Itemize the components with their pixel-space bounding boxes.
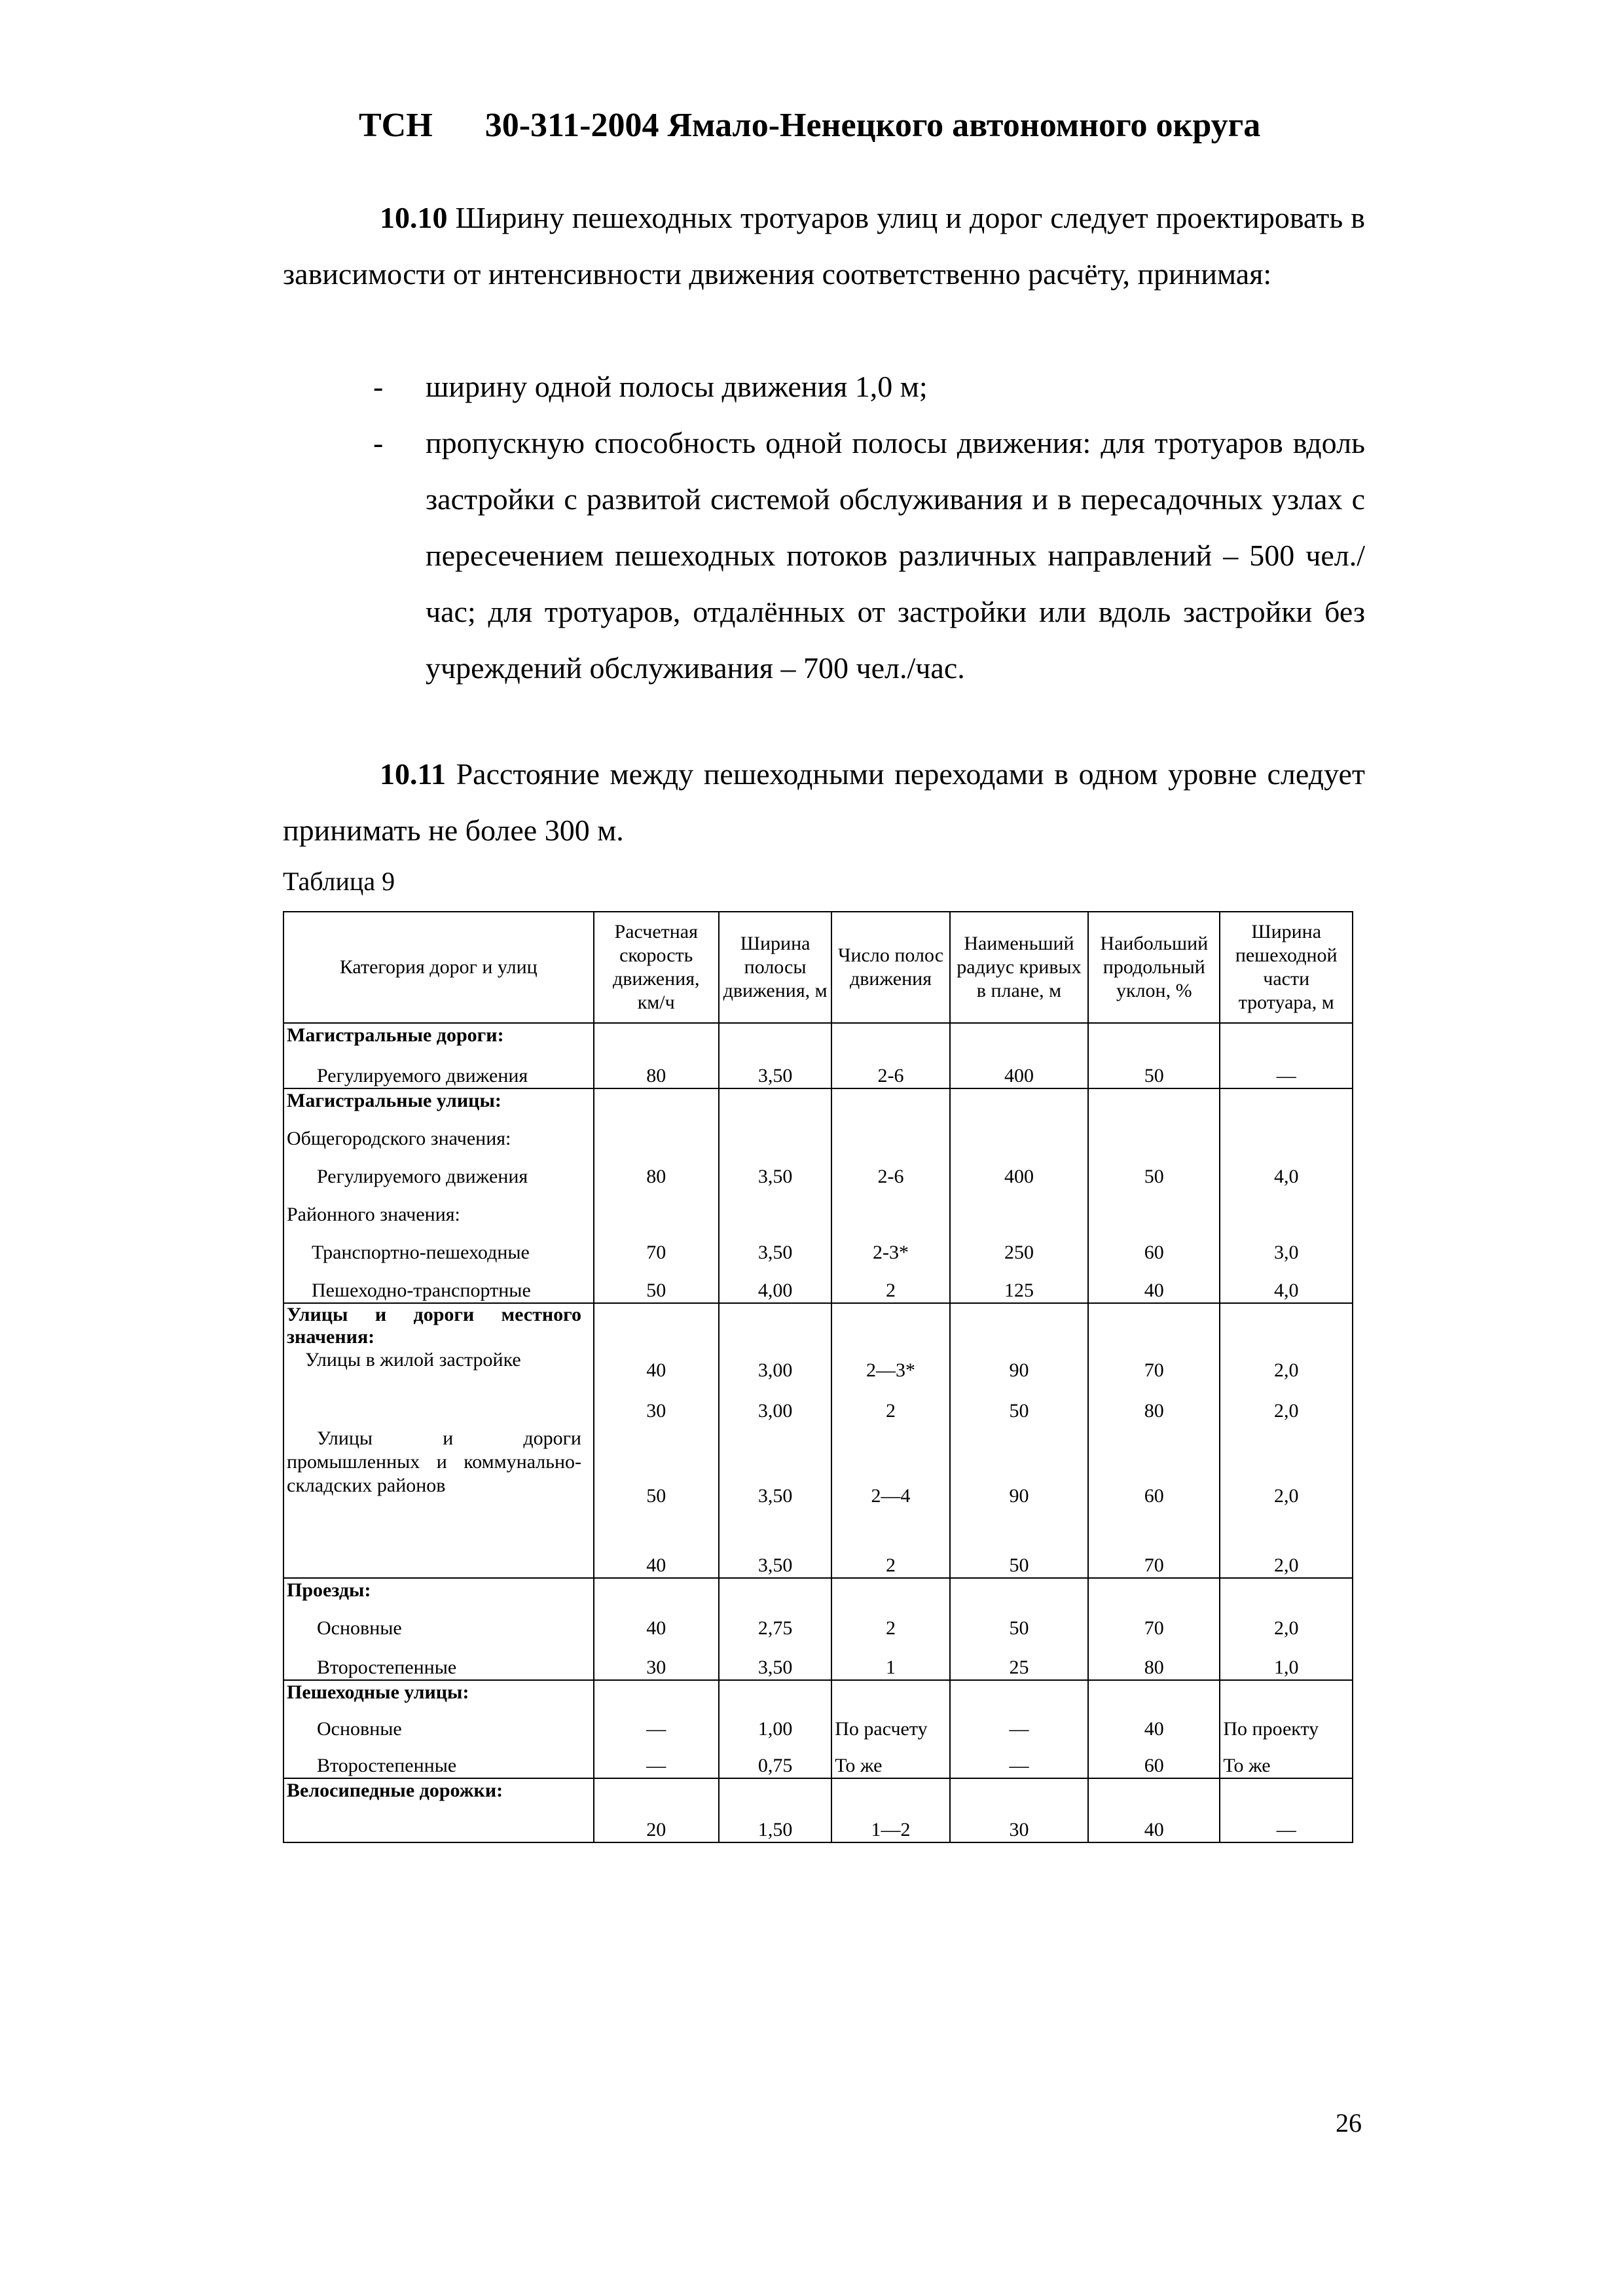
value: — [1276,1819,1296,1840]
row-name: Основные [317,1617,402,1639]
subgroup-title: Общегородского значения: [287,1128,511,1149]
value: 3,50 [757,1657,793,1678]
value: 70 [1144,1617,1164,1639]
value: 40 [646,1359,666,1381]
speed-cell [594,1778,719,1842]
value: 80 [1144,1657,1164,1678]
value: 2-3* [873,1242,909,1263]
value: 50 [1144,1065,1164,1086]
value: 70 [1144,1554,1164,1576]
value: 4,00 [757,1280,793,1301]
value: 50 [646,1280,666,1301]
value: 2 [886,1400,896,1422]
value: 80 [1144,1400,1164,1422]
row-name: Регулируемого движения [317,1166,528,1187]
value: 2 [886,1617,896,1639]
value: 3,50 [757,1554,793,1576]
value: — [1009,1755,1029,1776]
speed-cell [594,1023,719,1088]
lanes-cell [831,1578,949,1680]
category-cell [283,1303,594,1578]
value: — [1009,1718,1029,1740]
value: 2-6 [877,1166,904,1187]
value: То же [835,1755,883,1776]
row-name: Улицы в жилой застройке [305,1349,521,1371]
category-cell [283,1088,594,1303]
value: 3,50 [757,1242,793,1263]
value: 2—4 [871,1485,911,1507]
radius-cell [950,1303,1088,1578]
value: 2,0 [1273,1400,1299,1422]
value: 25 [1009,1657,1029,1678]
page-number: 26 [1336,2108,1362,2138]
value: 3,00 [757,1359,793,1381]
value: 1 [886,1657,896,1678]
value: 50 [1009,1554,1029,1576]
value: По проекту [1223,1718,1319,1740]
header-title: 30-311-2004 Ямало-Ненецкого автономного округа [484,107,1261,144]
clause-text: Расстояние между пешеходными переходами в одном уровне следует принимать не более 300 м. [283,757,1365,847]
table-group-row [283,1303,1353,1578]
sidewalk-cell [1220,1778,1353,1842]
value: 3,0 [1273,1242,1299,1263]
category-cell [283,1023,594,1088]
sidewalk-cell [1220,1023,1353,1088]
value: 4,0 [1273,1280,1299,1301]
group-title: Проезды: [287,1579,371,1601]
value: 50 [1144,1166,1164,1187]
value: 50 [1009,1617,1029,1639]
row-name: Улицы и дороги промышленных и коммунально-складских районов [287,1427,581,1496]
clause-text: Ширину пешеходных тротуаров улиц и дорог следует проектировать в зависимости от интенсивности движения соответственно расчёту, принимая: [283,201,1365,291]
value: 40 [646,1617,666,1639]
slope-cell [1088,1023,1220,1088]
category-cell [283,1680,594,1778]
value: 90 [1009,1359,1029,1381]
lane-width-cell [719,1023,831,1088]
value: — [646,1755,666,1776]
table-group-row [283,1680,1353,1778]
slope-cell [1088,1578,1220,1680]
clause-number: 10.10 [380,201,448,234]
group-title: Улицы и дороги местного значения: [287,1304,581,1348]
value: 30 [646,1400,666,1422]
value: 2,75 [757,1617,793,1639]
value: 1—2 [871,1819,911,1840]
speed-cell [594,1088,719,1303]
lanes-cell [831,1088,949,1303]
value: 0,75 [757,1755,793,1776]
category-cell [283,1578,594,1680]
value: 400 [1004,1065,1034,1086]
radius-cell [950,1778,1088,1842]
value: 3,50 [757,1485,793,1507]
lane-width-cell [719,1578,831,1680]
table-header-row [283,912,1353,1023]
value: 40 [646,1554,666,1576]
value: 1,0 [1273,1657,1299,1678]
value: 40 [1144,1718,1164,1740]
col-header-lane-width: Ширина полосы движения, м [719,912,831,1023]
speed-cell [594,1680,719,1778]
value: То же [1223,1755,1271,1776]
requirements-list [373,359,1365,696]
value: 4,0 [1273,1166,1299,1187]
group-title: Магистральные дороги: [287,1024,504,1046]
row-name: Регулируемого движения [317,1065,528,1086]
col-header-radius: Наименьший радиус кривых в плане, м [950,912,1088,1023]
value: 50 [646,1485,666,1507]
value: 30 [1009,1819,1029,1840]
value: 90 [1009,1485,1029,1507]
sidewalk-cell [1220,1680,1353,1778]
table-group-row [283,1578,1353,1680]
slope-cell [1088,1680,1220,1778]
row-name: Пешеходно-транспортные [312,1280,531,1301]
clause-number: 10.11 [380,757,446,791]
col-header-speed: Расчетная скорость движения, км/ч [594,912,719,1023]
speed-cell [594,1303,719,1578]
clause-10-11 [283,746,1365,859]
value: 2 [886,1280,896,1301]
row-name: Второстепенные [317,1657,457,1678]
slope-cell [1088,1088,1220,1303]
lanes-cell [831,1303,949,1578]
slope-cell [1088,1778,1220,1842]
value: 3,00 [757,1400,793,1422]
value: 2,0 [1273,1554,1299,1576]
value: 2—3* [866,1359,915,1381]
value: 3,50 [757,1065,793,1086]
sidewalk-cell [1220,1088,1353,1303]
row-name: Транспортно-пешеходные [312,1242,530,1263]
radius-cell [950,1088,1088,1303]
group-title: Велосипедные дорожки: [287,1780,503,1801]
lane-width-cell [719,1303,831,1578]
value: 2,0 [1273,1359,1299,1381]
subgroup-title: Районного значения: [287,1204,460,1225]
group-title: Пешеходные улицы: [287,1681,469,1703]
value: 40 [1144,1280,1164,1301]
value: 2,0 [1273,1617,1299,1639]
col-header-slope: Наибольший продольный уклон, % [1088,912,1220,1023]
value: 60 [1144,1755,1164,1776]
radius-cell [950,1023,1088,1088]
table-group-row [283,1023,1353,1088]
list-item-text: ширину одной полосы движения 1,0 м; [426,370,928,403]
value: 125 [1004,1280,1034,1301]
list-item-text: пропускную способность одной полосы движения: для тротуаров вдоль застройки с развитой системой обслуживания и в пересадочных узлах с пересечением пешеходных потоков различных направлений – 500 чел./час; для тротуаров, отдалённых от застройки или вдоль застройки без учреждений обслуживания – 700 чел./час. [426,426,1365,685]
table-caption: Таблица 9 [283,867,395,896]
value: 70 [646,1242,666,1263]
value: — [1276,1065,1296,1086]
list-item [373,415,1365,696]
value: 250 [1004,1242,1034,1263]
sidewalk-cell [1220,1578,1353,1680]
value: 80 [646,1166,666,1187]
value: 2-6 [877,1065,904,1086]
list-dash: - [373,426,384,459]
value: — [646,1718,666,1740]
group-title: Магистральные улицы: [287,1090,501,1111]
row-name: Второстепенные [317,1755,457,1776]
value: 30 [646,1657,666,1678]
lanes-cell [831,1680,949,1778]
table-group-row [283,1778,1353,1842]
lane-width-cell [719,1680,831,1778]
document-header [359,105,1367,147]
value: По расчету [835,1718,928,1740]
value: 3,50 [757,1166,793,1187]
value: 60 [1144,1485,1164,1507]
lanes-cell [831,1778,949,1842]
lanes-cell [831,1023,949,1088]
col-header-lanes: Число полос движения [831,912,949,1023]
value: 70 [1144,1359,1164,1381]
value: 2 [886,1554,896,1576]
header-standard: ТСН [359,107,433,144]
list-dash: - [373,370,384,403]
value: 20 [646,1819,666,1840]
col-header-category: Категория дорог и улиц [283,912,594,1023]
col-header-sidewalk: Ширина пешеходной части тротуара, м [1220,912,1353,1023]
value: 50 [1009,1400,1029,1422]
value: 400 [1004,1166,1034,1187]
speed-cell [594,1578,719,1680]
radius-cell [950,1680,1088,1778]
clause-10-10 [283,190,1365,302]
value: 1,50 [757,1819,793,1840]
lane-width-cell [719,1778,831,1842]
list-item [373,359,1365,415]
category-cell [283,1778,594,1842]
value: 2,0 [1273,1485,1299,1507]
slope-cell [1088,1303,1220,1578]
table-group-row [283,1088,1353,1303]
row-name: Основные [317,1718,402,1740]
value: 60 [1144,1242,1164,1263]
value: 1,00 [757,1718,793,1740]
lane-width-cell [719,1088,831,1303]
radius-cell [950,1578,1088,1680]
value: 80 [646,1065,666,1086]
value: 40 [1144,1819,1164,1840]
road-category-table [283,911,1353,1843]
sidewalk-cell [1220,1303,1353,1578]
